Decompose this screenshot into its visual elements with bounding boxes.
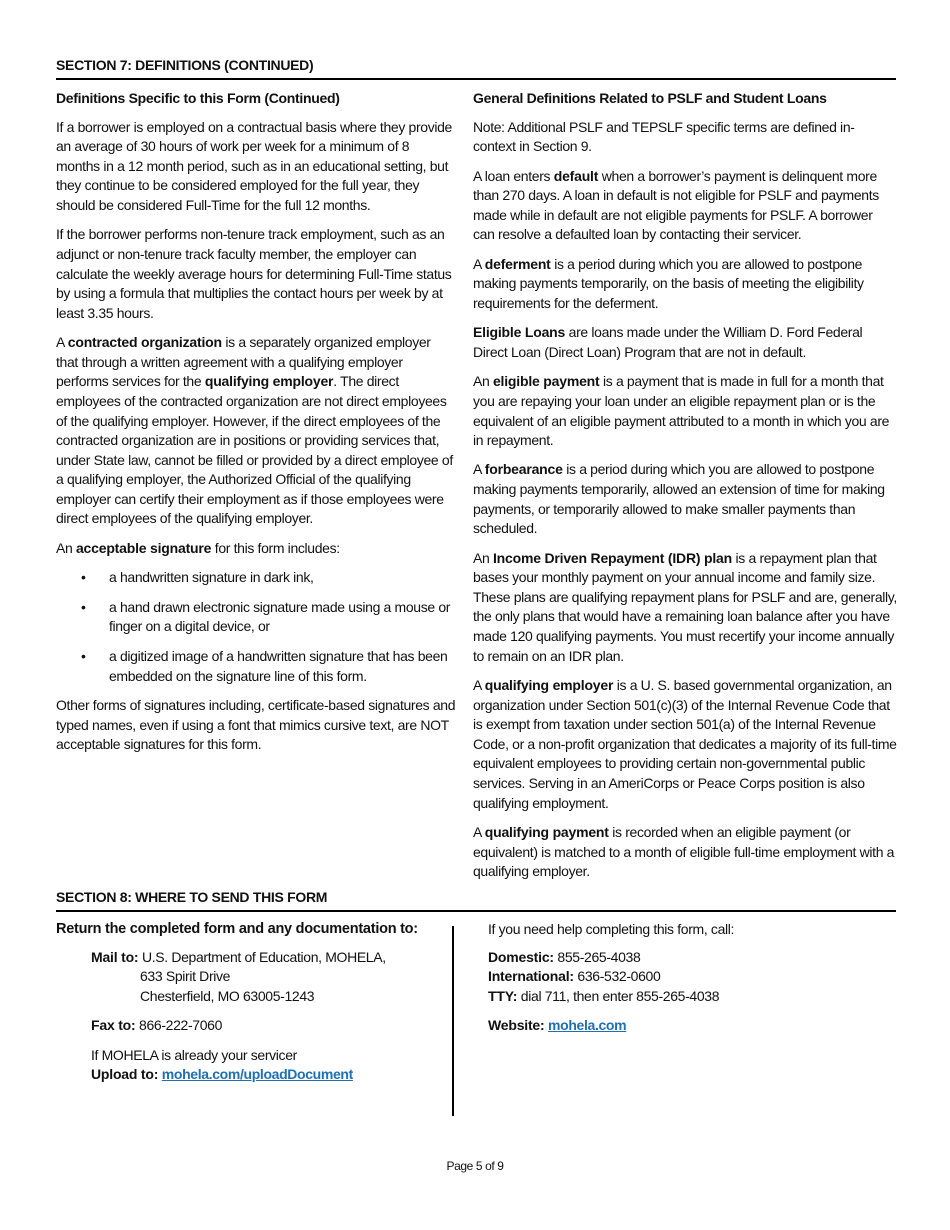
right-column-heading: General Definitions Related to PSLF and Student Loans [473, 90, 827, 106]
mail-address-block [56, 948, 446, 1007]
section-8-divider [452, 926, 454, 1116]
mail-label: Mail to: [91, 948, 139, 965]
eligible-payment-definition: An eligible payment is a payment that is made in full for a month that you are repaying your loan under an eligible repayment plan or is the equivalent of an eligible payment attributed to a month in which you are in repayment. [473, 373, 890, 449]
term-contracted-organization: contracted organization [67, 334, 222, 351]
mail-line-2: 633 Spirit Drive [140, 968, 231, 985]
section-8-header: SECTION 8: WHERE TO SEND THIS FORM [56, 888, 896, 912]
mail-line-1: U.S. Department of Education, MOHELA, [138, 948, 386, 965]
term-qualifying-payment: qualifying payment [484, 823, 609, 840]
definitions-right-column [473, 89, 897, 892]
pslf-note: Note: Additional PSLF and TEPSLF specific terms are defined in-context in Section 9. [473, 118, 855, 155]
term-default: default [553, 167, 599, 184]
help-contacts [488, 920, 888, 1046]
list-item: • a handwritten signature in dark ink, [56, 568, 456, 588]
return-title: Return the completed form and any documentation to: [56, 921, 418, 937]
contracted-organization-definition: A contracted organization is a separately organized employer that through a written agreement with a qualifying employer performs services for the qualifying employer. The direct employees of the contracted organization are not direct employees of the qualifying employer. However, if the direct employees of the contracted organization are in positions or providing services that, under State law, cannot be filled or provided by a direct employee of a qualifying employer, the Authorized Official of the qualifying employer can certify their employment as if those employees were direct employees of the qualifying employer. [56, 334, 453, 527]
contractual-paragraph: If a borrower is employed on a contractual basis where they provide an average of 30 hours of work per week for a minimum of 8 months in a 12 month period, such as in an educational setting, but they continue to be considered employed for the full year, they should be considered Full-Time for the full 12 months. [56, 118, 452, 213]
term-qualifying-employer: qualifying employer [204, 373, 334, 390]
definitions-left-column [56, 89, 456, 765]
tty-label: TTY: [488, 987, 518, 1004]
upload-document-link[interactable]: mohela.com/uploadDocument [161, 1066, 353, 1083]
signature-types-list [56, 568, 456, 686]
bullet-icon: • [81, 648, 86, 665]
forbearance-definition: A forbearance is a period during which you are allowed to postpone making payments temporarily, allowed an extension of time for making payments, or temporarily allowed to make smaller payments than scheduled. [473, 461, 885, 537]
list-item: • a hand drawn electronic signature made using a mouse or finger on a digital device, or [81, 598, 451, 635]
term-acceptable-signature: acceptable signature [75, 539, 212, 556]
default-definition: A loan enters default when a borrower’s payment is delinquent more than 270 days. A loan in default is not eligible for PSLF and payments made while in default are not eligible payments for PSLF. A borrower can resolve a defaulted loan by contacting their servicer. [473, 167, 879, 243]
bullet-icon: • [81, 569, 86, 586]
deferment-definition: A deferment is a period during which you are allowed to postpone making payments temporarily, on the basis of meeting the eligibility requirements for the deferment. [473, 255, 864, 311]
fax-label: Fax to: [91, 1017, 136, 1034]
qualifying-payment-definition: A qualifying payment is recorded when an eligible payment (or equivalent) is matched to a month of eligible full-time employment with a qualifying employer. [473, 823, 895, 880]
help-intro: If you need help completing this form, call: [488, 921, 735, 937]
mail-line-3: Chesterfield, MO 63005-1243 [140, 987, 315, 1004]
website-block [488, 1016, 888, 1036]
page-number: Page 5 of 9 [446, 1159, 504, 1173]
idr-plan-definition: An Income Driven Repayment (IDR) plan is a repayment plan that bases your monthly payment on your annual income and family size. These plans are qualifying repayment plans for PSLF and are, generally, the only plans that would have a remaining loan balance after you have made 120 qualifying payments. You must recertify your income annually to remain on an IDR plan. [473, 549, 897, 664]
term-idr-plan: Income Driven Repayment (IDR) plan [492, 549, 732, 566]
term-deferment: deferment [484, 255, 551, 272]
left-column-heading: Definitions Specific to this Form (Continued) [56, 90, 340, 106]
tty-instructions: dial 711, then enter 855-265-4038 [517, 987, 720, 1004]
website-link[interactable]: mohela.com [548, 1017, 627, 1034]
upload-intro: If MOHELA is already your servicer [91, 1046, 297, 1063]
qualifying-employer-definition: A qualifying employer is a U. S. based governmental organization, an organization under Section 501(c)(3) of the Internal Revenue Code that is exempt from taxation under section 501(a) of the Internal Revenue Code, or a non-profit organization that dedicates a majority of its full-time equivalent employees to providing certain non-governmental public services. Serving in an AmeriCorps or Peace Corps position is also qualifying employment. [473, 677, 897, 811]
term-qualifying-employer-general: qualifying employer [484, 677, 614, 694]
upload-label: Upload to: [91, 1066, 159, 1083]
section-7-header: SECTION 7: DEFINITIONS (CONTINUED) [56, 56, 896, 80]
phone-block [488, 948, 888, 1007]
upload-block [56, 1046, 446, 1085]
fax-block [56, 1016, 446, 1036]
term-eligible-payment: eligible payment [492, 373, 600, 390]
acceptable-signature-definition: An acceptable signature for this form includes: [56, 539, 340, 556]
return-instructions [56, 920, 446, 1095]
domestic-phone: 855-265-4038 [553, 948, 641, 965]
eligible-loans-definition: Eligible Loans are loans made under the William D. Ford Federal Direct Loan (Direct Loan) Program that are not in default. [473, 324, 863, 360]
fax-number: 866-222-7060 [135, 1017, 223, 1034]
term-forbearance: forbearance [484, 461, 563, 478]
term-eligible-loans: Eligible Loans [473, 324, 566, 341]
bullet-icon: • [81, 598, 86, 615]
list-item: • a digitized image of a handwritten signature that has been embedded on the signature line of this form. [81, 648, 448, 684]
international-label: International: [488, 968, 574, 985]
non-tenure-paragraph: If the borrower performs non-tenure track employment, such as an adjunct or non-tenure track faculty member, the employer can calculate the weekly average hours for determining Full-Time status by using a formula that multiplies the contact hours per week by at least 3.35 hours. [56, 226, 452, 321]
website-label: Website: [488, 1017, 545, 1034]
domestic-label: Domestic: [488, 948, 554, 965]
other-signatures-paragraph: Other forms of signatures including, certificate-based signatures and typed names, even if using a font that mimics cursive text, are NOT acceptable signatures for this form. [56, 697, 456, 753]
international-phone: 636-532-0600 [573, 968, 661, 985]
